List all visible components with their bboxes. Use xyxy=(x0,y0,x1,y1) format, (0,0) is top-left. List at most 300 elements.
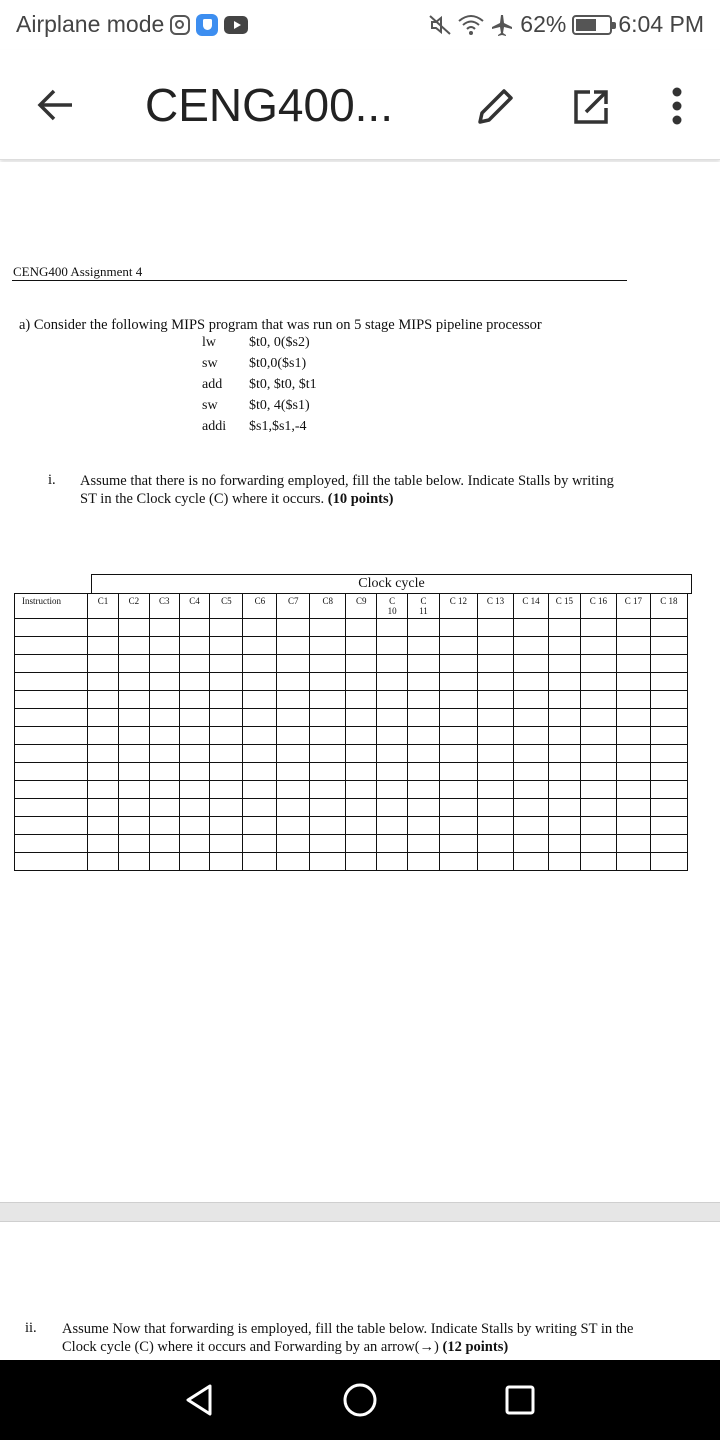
table-cell xyxy=(277,691,310,709)
clock-column-header: C4 xyxy=(179,594,210,619)
table-cell xyxy=(548,799,580,817)
table-cell xyxy=(243,691,277,709)
table-cell xyxy=(408,709,440,727)
table-cell xyxy=(650,745,687,763)
table-cell xyxy=(243,709,277,727)
table-cell xyxy=(310,799,346,817)
table-cell xyxy=(346,619,377,637)
clock-column-header: C2 xyxy=(118,594,149,619)
table-cell xyxy=(377,709,408,727)
table-cell xyxy=(243,853,277,871)
table-cell xyxy=(377,781,408,799)
table-cell xyxy=(149,673,179,691)
table-row xyxy=(15,799,688,817)
table-cell xyxy=(377,763,408,781)
table-cell xyxy=(149,745,179,763)
table-cell xyxy=(310,781,346,799)
table-cell xyxy=(118,655,149,673)
table-cell xyxy=(277,745,310,763)
table-row xyxy=(15,853,688,871)
table-cell xyxy=(15,691,88,709)
instruction-column-header: Instruction xyxy=(15,594,88,619)
wifi-icon xyxy=(458,14,484,36)
table-cell xyxy=(477,799,513,817)
table-cell xyxy=(243,727,277,745)
table-cell xyxy=(210,709,243,727)
table-cell xyxy=(616,853,650,871)
table-cell xyxy=(548,655,580,673)
table-cell xyxy=(15,853,88,871)
table-cell xyxy=(616,637,650,655)
table-row xyxy=(15,691,688,709)
code-args: $t0, 0($s2) xyxy=(249,335,310,350)
clock-column-header: C8 xyxy=(310,594,346,619)
table-cell xyxy=(580,727,616,745)
table-cell xyxy=(118,781,149,799)
table-cell xyxy=(15,817,88,835)
table-cell xyxy=(310,817,346,835)
table-cell xyxy=(548,781,580,799)
table-cell xyxy=(277,853,310,871)
table-cell xyxy=(616,709,650,727)
table-cell xyxy=(513,763,548,781)
table-cell xyxy=(408,637,440,655)
question-ii-points: (12 points) xyxy=(442,1339,509,1355)
code-op: sw xyxy=(202,356,218,371)
table-cell xyxy=(310,655,346,673)
table-cell xyxy=(310,763,346,781)
table-cell xyxy=(616,763,650,781)
table-cell xyxy=(88,691,119,709)
code-op: sw xyxy=(202,398,218,413)
table-row xyxy=(15,745,688,763)
table-cell xyxy=(179,619,210,637)
table-cell xyxy=(377,853,408,871)
table-cell xyxy=(408,727,440,745)
youtube-icon xyxy=(224,16,248,34)
table-cell xyxy=(377,835,408,853)
table-cell xyxy=(15,763,88,781)
table-cell xyxy=(650,637,687,655)
table-cell xyxy=(477,745,513,763)
home-circle-icon xyxy=(340,1380,380,1420)
table-cell xyxy=(277,673,310,691)
table-cell xyxy=(616,619,650,637)
table-cell xyxy=(277,781,310,799)
table-cell xyxy=(346,817,377,835)
table-cell xyxy=(210,853,243,871)
table-cell xyxy=(346,745,377,763)
table-cell xyxy=(310,691,346,709)
table-cell xyxy=(548,673,580,691)
page-separator xyxy=(0,1202,720,1222)
table-cell xyxy=(513,637,548,655)
table-cell xyxy=(616,691,650,709)
table-cell xyxy=(15,781,88,799)
table-row xyxy=(15,655,688,673)
table-cell xyxy=(439,655,477,673)
table-cell xyxy=(277,709,310,727)
clock-column-header: C 17 xyxy=(616,594,650,619)
table-cell xyxy=(439,691,477,709)
table-cell xyxy=(149,637,179,655)
table-cell xyxy=(88,655,119,673)
table-cell xyxy=(88,745,119,763)
table-cell xyxy=(243,835,277,853)
table-cell xyxy=(15,619,88,637)
table-cell xyxy=(439,637,477,655)
table-cell xyxy=(15,655,88,673)
table-cell xyxy=(408,799,440,817)
table-cell xyxy=(477,691,513,709)
table-cell xyxy=(310,673,346,691)
table-cell xyxy=(277,817,310,835)
table-cell xyxy=(513,745,548,763)
table-cell xyxy=(88,817,119,835)
pencil-icon xyxy=(470,82,520,132)
table-cell xyxy=(377,817,408,835)
table-cell xyxy=(277,619,310,637)
table-cell xyxy=(179,727,210,745)
table-cell xyxy=(118,817,149,835)
code-op: lw xyxy=(202,335,216,350)
table-cell xyxy=(149,655,179,673)
clock-column-header: C 15 xyxy=(548,594,580,619)
table-cell xyxy=(650,835,687,853)
table-cell xyxy=(118,853,149,871)
table-cell xyxy=(88,853,119,871)
table-cell xyxy=(513,799,548,817)
nav-back-button[interactable] xyxy=(180,1380,220,1420)
table-cell xyxy=(88,709,119,727)
table-cell xyxy=(408,781,440,799)
table-cell xyxy=(580,799,616,817)
table-cell xyxy=(88,799,119,817)
table-cell xyxy=(346,781,377,799)
table-cell xyxy=(439,745,477,763)
table-cell xyxy=(477,727,513,745)
mute-icon xyxy=(428,13,452,37)
table-cell xyxy=(243,655,277,673)
table-row xyxy=(15,817,688,835)
table-cell xyxy=(243,799,277,817)
clock-column-header: C 11 xyxy=(408,594,440,619)
table-cell xyxy=(439,673,477,691)
table-cell xyxy=(650,853,687,871)
table-cell xyxy=(439,799,477,817)
table-cell xyxy=(210,781,243,799)
table-cell xyxy=(513,619,548,637)
table-cell xyxy=(310,619,346,637)
table-cell xyxy=(149,853,179,871)
table-cell xyxy=(580,619,616,637)
table-cell xyxy=(548,637,580,655)
table-cell xyxy=(377,637,408,655)
table-cell xyxy=(580,835,616,853)
more-options-button[interactable] xyxy=(655,82,699,132)
table-cell xyxy=(650,619,687,637)
table-cell xyxy=(179,853,210,871)
app-bar xyxy=(0,50,720,160)
table-cell xyxy=(179,655,210,673)
clock-column-header: C 13 xyxy=(477,594,513,619)
table-cell xyxy=(513,691,548,709)
table-cell xyxy=(580,781,616,799)
table-cell xyxy=(477,817,513,835)
table-cell xyxy=(548,691,580,709)
table-cell xyxy=(408,817,440,835)
table-cell xyxy=(277,727,310,745)
table-cell xyxy=(118,745,149,763)
table-row xyxy=(15,637,688,655)
table-cell xyxy=(149,835,179,853)
table-cell xyxy=(377,691,408,709)
table-cell xyxy=(88,637,119,655)
table-row xyxy=(15,781,688,799)
nav-home-button[interactable] xyxy=(340,1380,380,1420)
table-cell xyxy=(580,655,616,673)
table-cell xyxy=(149,727,179,745)
table-cell xyxy=(346,727,377,745)
table-cell xyxy=(243,745,277,763)
table-cell xyxy=(548,727,580,745)
table-cell xyxy=(118,691,149,709)
status-right xyxy=(428,11,704,38)
table-cell xyxy=(616,655,650,673)
table-cell xyxy=(616,799,650,817)
table-cell xyxy=(210,745,243,763)
document-header: CENG400 Assignment 4 xyxy=(13,264,143,279)
code-op: addi xyxy=(202,419,227,434)
table-cell xyxy=(210,727,243,745)
question-i-number: i. xyxy=(48,472,56,488)
table-cell xyxy=(346,799,377,817)
battery-icon xyxy=(572,15,612,35)
battery-percent: 62% xyxy=(520,11,567,37)
table-cell xyxy=(346,763,377,781)
table-cell xyxy=(346,835,377,853)
table-cell xyxy=(580,637,616,655)
table-cell xyxy=(118,709,149,727)
recents-square-icon xyxy=(500,1380,540,1420)
pipeline-table xyxy=(14,593,688,871)
table-cell xyxy=(118,673,149,691)
table-cell xyxy=(513,817,548,835)
table-cell xyxy=(439,763,477,781)
back-button[interactable] xyxy=(30,80,80,130)
table-cell xyxy=(580,853,616,871)
document-title: CENG400... xyxy=(145,79,393,131)
table-cell xyxy=(15,727,88,745)
table-cell xyxy=(548,763,580,781)
table-cell xyxy=(310,727,346,745)
table-cell xyxy=(149,691,179,709)
table-cell xyxy=(149,799,179,817)
table-cell xyxy=(650,727,687,745)
table-cell xyxy=(616,835,650,853)
table-cell xyxy=(377,619,408,637)
table-cell xyxy=(377,655,408,673)
table-cell xyxy=(650,799,687,817)
table-cell xyxy=(118,637,149,655)
code-args: $t0,0($s1) xyxy=(249,356,307,371)
table-cell xyxy=(310,835,346,853)
table-header-row xyxy=(15,594,688,619)
table-cell xyxy=(118,763,149,781)
nav-recents-button[interactable] xyxy=(500,1380,540,1420)
clock-column-header: C 12 xyxy=(439,594,477,619)
table-cell xyxy=(15,799,88,817)
table-cell xyxy=(408,763,440,781)
table-cell xyxy=(15,745,88,763)
table-cell xyxy=(88,727,119,745)
table-cell xyxy=(310,637,346,655)
table-cell xyxy=(580,691,616,709)
table-cell xyxy=(277,835,310,853)
clock-column-header: C 18 xyxy=(650,594,687,619)
table-cell xyxy=(149,781,179,799)
question-i-points: (10 points) xyxy=(327,491,394,507)
clock-column-header: C7 xyxy=(277,594,310,619)
table-cell xyxy=(408,745,440,763)
back-triangle-icon xyxy=(180,1380,220,1420)
table-cell xyxy=(650,781,687,799)
table-cell xyxy=(210,619,243,637)
table-cell xyxy=(346,637,377,655)
battery-fill xyxy=(576,19,596,31)
header-rule xyxy=(12,280,627,281)
table-cell xyxy=(210,835,243,853)
table-cell xyxy=(408,835,440,853)
table-row xyxy=(15,835,688,853)
table-cell xyxy=(439,781,477,799)
table-cell xyxy=(377,727,408,745)
table-cell xyxy=(210,637,243,655)
table-cell xyxy=(179,691,210,709)
table-cell xyxy=(179,817,210,835)
table-cell xyxy=(277,763,310,781)
table-cell xyxy=(377,673,408,691)
table-cell xyxy=(210,691,243,709)
table-cell xyxy=(616,781,650,799)
clock-column-header: C 16 xyxy=(580,594,616,619)
table-cell xyxy=(15,709,88,727)
table-cell xyxy=(548,709,580,727)
clock-column-header: C3 xyxy=(149,594,179,619)
table-cell xyxy=(346,709,377,727)
table-cell xyxy=(650,763,687,781)
back-arrow-icon xyxy=(30,80,80,130)
table-cell xyxy=(118,835,149,853)
table-cell xyxy=(210,763,243,781)
clock-column-header: C6 xyxy=(243,594,277,619)
instagram-icon xyxy=(170,15,190,35)
table-cell xyxy=(408,853,440,871)
table-cell xyxy=(346,655,377,673)
table-cell xyxy=(650,817,687,835)
table-cell xyxy=(408,673,440,691)
table-cell xyxy=(210,817,243,835)
table-cell xyxy=(548,619,580,637)
table-cell xyxy=(210,655,243,673)
table-cell xyxy=(650,691,687,709)
question-ii-number: ii. xyxy=(25,1320,37,1336)
table-cell xyxy=(477,835,513,853)
table-row xyxy=(15,763,688,781)
table-cell xyxy=(513,655,548,673)
clock-column-header: C1 xyxy=(88,594,119,619)
table-cell xyxy=(243,781,277,799)
question-ii xyxy=(62,1320,662,1356)
open-external-button[interactable] xyxy=(566,82,616,132)
table-cell xyxy=(149,817,179,835)
table-cell xyxy=(179,763,210,781)
table-cell xyxy=(179,637,210,655)
table-row xyxy=(15,619,688,637)
code-args: $s1,$s1,-4 xyxy=(249,419,307,434)
edit-button[interactable] xyxy=(470,82,520,132)
table-cell xyxy=(513,727,548,745)
table-cell xyxy=(277,799,310,817)
table-cell xyxy=(650,655,687,673)
table-cell xyxy=(88,781,119,799)
table-cell xyxy=(179,781,210,799)
open-external-icon xyxy=(566,82,616,132)
table-cell xyxy=(580,709,616,727)
table-cell xyxy=(377,745,408,763)
table-cell xyxy=(513,853,548,871)
table-cell xyxy=(477,709,513,727)
code-args: $t0, $t0, $t1 xyxy=(249,377,317,392)
table-cell xyxy=(377,799,408,817)
question-i-text: Assume that there is no forwarding employed, fill the table below. Indicate Stalls by writing ST in the Clock cycle (C) where it occurs. xyxy=(80,473,614,507)
clock-column-header: C9 xyxy=(346,594,377,619)
more-vert-icon xyxy=(655,82,699,132)
table-cell xyxy=(408,619,440,637)
table-cell xyxy=(346,691,377,709)
table-cell xyxy=(243,763,277,781)
table-cell xyxy=(477,655,513,673)
clock-column-header: C 10 xyxy=(377,594,408,619)
table-cell xyxy=(439,817,477,835)
table-cell xyxy=(88,619,119,637)
table-cell xyxy=(513,781,548,799)
table-cell xyxy=(580,745,616,763)
table-cell xyxy=(548,817,580,835)
table-cell xyxy=(477,763,513,781)
table-cell xyxy=(650,709,687,727)
table-cell xyxy=(149,709,179,727)
table-cell xyxy=(346,853,377,871)
table-cell xyxy=(15,835,88,853)
table-cell xyxy=(616,817,650,835)
table-cell xyxy=(210,673,243,691)
code-op: add xyxy=(202,377,223,392)
status-left xyxy=(16,11,248,38)
table-cell xyxy=(580,817,616,835)
table-cell xyxy=(179,745,210,763)
table-row xyxy=(15,673,688,691)
table-row xyxy=(15,709,688,727)
table-cell xyxy=(408,691,440,709)
table-cell xyxy=(277,637,310,655)
table-cell xyxy=(179,673,210,691)
table-cell xyxy=(118,619,149,637)
table-cell xyxy=(439,709,477,727)
question-ii-text: Assume Now that forwarding is employed, fill the table below. Indicate Stalls by writing ST in the Clock cycle (C) where it occurs and Forwarding by an arrow(→) xyxy=(62,1321,634,1355)
table-cell xyxy=(88,763,119,781)
table-cell xyxy=(513,673,548,691)
